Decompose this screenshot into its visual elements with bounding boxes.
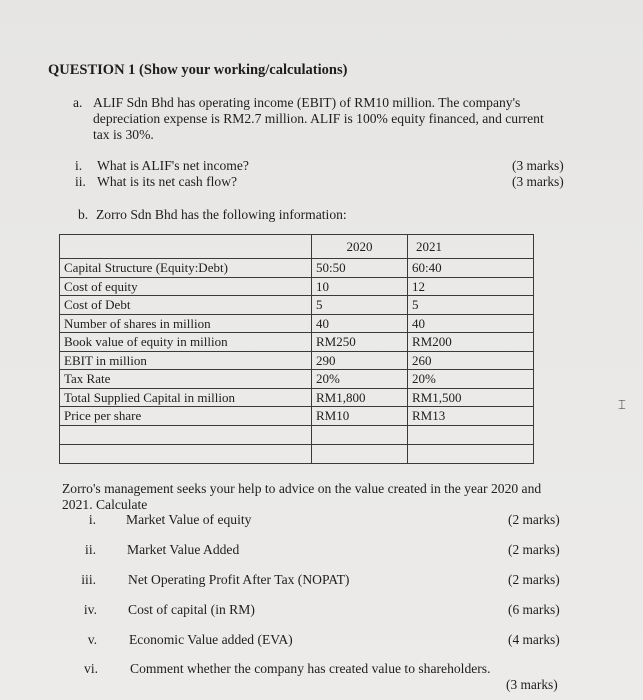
item-marks-2: (2 marks) [508, 542, 560, 557]
item-marks-1: (2 marks) [508, 512, 560, 527]
table-blank-row [60, 444, 534, 463]
table-cell: Capital Structure (Equity:Debt) [60, 259, 312, 278]
table-cell: 12 [408, 277, 534, 296]
part-a-sub-marks-1: (3 marks) [512, 158, 564, 173]
item-num-1: i. [88, 512, 96, 527]
table-cell: Total Supplied Capital in million [60, 388, 312, 407]
table-header-cell [60, 235, 312, 259]
table-header-row [60, 235, 534, 259]
table-row [60, 351, 534, 370]
table-cell: RM200 [408, 333, 534, 352]
table-cell: RM1,800 [312, 388, 408, 407]
table-cell: 5 [312, 296, 408, 315]
part-a-sub-num-2: ii. [75, 174, 86, 189]
table-cell: 40 [312, 314, 408, 333]
table-row [60, 314, 534, 333]
table-row [60, 388, 534, 407]
table-cell: Price per share [60, 407, 312, 426]
table-cell: 5 [408, 296, 534, 315]
table-row [60, 277, 534, 296]
item-marks-3: (2 marks) [508, 572, 560, 587]
table-row [60, 296, 534, 315]
table-cell: RM10 [312, 407, 408, 426]
table-cell: Cost of equity [60, 277, 312, 296]
item-text-1: Market Value of equity [126, 512, 252, 527]
part-a-sub-marks-2: (3 marks) [512, 174, 564, 189]
question-title: QUESTION 1 (Show your working/calculations) [48, 62, 348, 78]
table-cell-empty [408, 444, 534, 463]
item-marks-5: (4 marks) [508, 632, 560, 647]
item-marks-4: (6 marks) [508, 602, 560, 617]
table-cell: Book value of equity in million [60, 333, 312, 352]
part-a-sub-num-1: i. [75, 158, 83, 173]
item-num-3: iii. [81, 572, 96, 587]
table-cell: 20% [408, 370, 534, 389]
table-cell: 50:50 [312, 259, 408, 278]
part-a-label: a. [73, 95, 83, 110]
item-marks-6: (3 marks) [506, 677, 558, 692]
part-b-prompt-line-1: Zorro's management seeks your help to advice on the value created in the year 2020 and [62, 481, 542, 496]
table-cell: 10 [312, 277, 408, 296]
part-a-line-2: depreciation expense is RM2.7 million. ALIF is 100% equity financed, and current [93, 111, 544, 126]
table-cell: RM250 [312, 333, 408, 352]
item-num-2: ii. [85, 542, 96, 557]
table-row [60, 333, 534, 352]
table-cell: 290 [312, 351, 408, 370]
text-cursor-icon: ⌶ [618, 398, 626, 413]
table-blank-row [60, 425, 534, 444]
item-num-4: iv. [83, 602, 97, 617]
table-cell: RM1,500 [408, 388, 534, 407]
part-a-line-1: ALIF Sdn Bhd has operating income (EBIT) of RM10 million. The company's [93, 95, 521, 110]
item-text-6: Comment whether the company has created value to shareholders. [130, 661, 491, 676]
table-cell: RM13 [408, 407, 534, 426]
table-cell: 60:40 [408, 259, 534, 278]
table-cell-empty [312, 425, 408, 444]
part-a-sub-text-2: What is its net cash flow? [97, 174, 238, 189]
table-header-2021: 2021 [408, 235, 534, 259]
table-cell-empty [408, 425, 534, 444]
table-row [60, 259, 534, 278]
table-cell-empty [60, 444, 312, 463]
table-cell-empty [60, 425, 312, 444]
table-cell: 20% [312, 370, 408, 389]
table-cell: Number of shares in million [60, 314, 312, 333]
item-text-2: Market Value Added [127, 542, 240, 557]
table-cell: EBIT in million [60, 351, 312, 370]
part-b-label: b. [78, 207, 89, 222]
part-b-prompt-line-2: 2021. Calculate [62, 497, 148, 512]
part-b-intro: Zorro Sdn Bhd has the following information: [96, 207, 347, 222]
item-num-5: v. [87, 632, 97, 647]
item-text-4: Cost of capital (in RM) [128, 602, 255, 617]
table-cell: Tax Rate [60, 370, 312, 389]
item-text-5: Economic Value added (EVA) [129, 632, 293, 647]
table-row [60, 407, 534, 426]
table-header-2020: 2020 [312, 235, 408, 259]
table-cell: 40 [408, 314, 534, 333]
part-a-sub-text-1: What is ALIF's net income? [97, 158, 249, 173]
part-a-line-3: tax is 30%. [93, 127, 154, 142]
table-cell: 260 [408, 351, 534, 370]
table-cell-empty [312, 444, 408, 463]
table-row [60, 370, 534, 389]
item-num-6: vi. [84, 661, 98, 676]
item-text-3: Net Operating Profit After Tax (NOPAT) [128, 572, 350, 587]
zorro-info-table [59, 234, 534, 464]
table-cell: Cost of Debt [60, 296, 312, 315]
